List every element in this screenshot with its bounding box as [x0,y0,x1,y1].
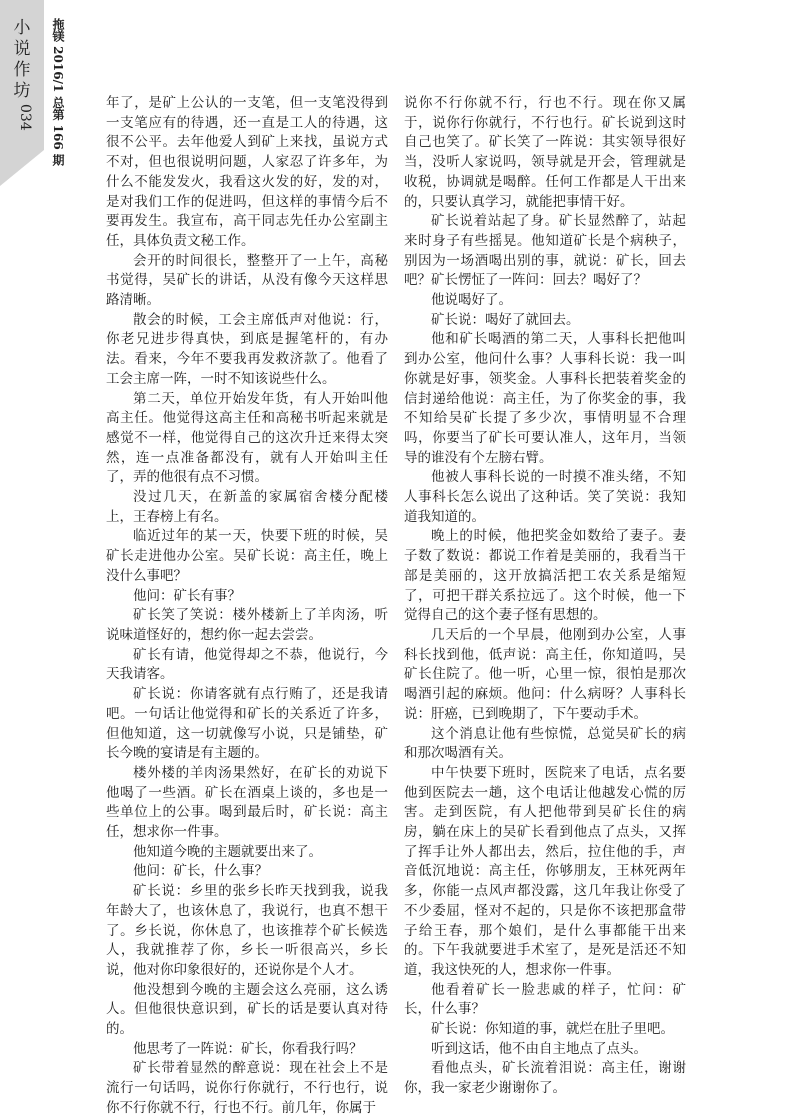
paragraph: 中午快要下班时，医院来了电话，点名要他到医院去一趟，这个电话让他越发心慌的厉害。走到医院，有人把他带到吴矿长住的病房，躺在床上的吴矿长看到他点了点头，又挥了挥手让外人都出去，然后，拉住他的手，声音低沉地说：高主任，你够朋友，王林死两年多，你能一点风声都没露，这几年我让你受了不少委屈，怪对不起的，只是你不该把那盒带子给王春，那个娘们，是什么事都能干出来的。下午我就要进手术室了，是死是活还不知道，我这快死的人，想求你一件事。 [404,764,686,978]
text-column-right [404,94,686,1099]
paragraph: 矿长带着显然的醉意说：现在社会上不是流行一句话吗，说你行你就行，不行也行，说你不行你就不行，行也不行。前几年，你属于 [106,1060,388,1116]
paragraph: 矿长说：你请客就有点行贿了，还是我请吧。一句话让他觉得和矿长的关系近了许多，但他知道，这一切就像写小说，只是铺垫，矿长今晚的宴请是有主题的。 [106,686,388,762]
column-label-char: 作 [13,60,31,80]
paragraph: 年了，是矿上公认的一支笔，但一支笔没得到一支笔应有的待遇，还一直是工人的待遇，这很不公平。去年他爱人到矿上来找，虽说方式不对，但也很说明问题，人家忍了许多年，为什么不能发发火，我看这火发的好，发的对，是对我们工作的促进吗，但这样的事情今后不要再发生。我宣布，高干同志先任办公室副主任，具体负责文秘工作。 [106,95,388,249]
issue-masthead: 拖镁 2016/1 总第 166 期 [51,18,65,166]
paragraph: 矿长说：乡里的张乡长昨天找到我，说我年龄大了，也该休息了，我说行，也真不想干了。乡长说，你休息了，也该推荐个矿长候选人，我就推荐了你，乡长一听很高兴，乡长说，他对你印象很好的，还说你是个人才。 [106,883,388,978]
paragraph: 矿长笑了笑说：楼外楼新上了羊肉汤，听说味道怪好的，想约你一起去尝尝。 [106,607,388,643]
paragraph: 矿长有请，他觉得却之不恭，他说行，今天我请客。 [106,646,388,683]
paragraph: 他知道今晚的主题就要出来了。 [133,843,322,860]
paragraph: 听到这话，他不由自主地点了点头。 [431,1040,647,1057]
page-number: 034 [17,104,33,131]
paragraph: 矿长说：你知道的事，就烂在肚子里吧。 [431,1021,674,1038]
paragraph: 他被人事科长说的一时摸不准头绪，不知人事科长怎么说出了这种话。笑了笑说：我知道我知道的。 [404,469,686,525]
paragraph: 说你不行你就不行，行也不行。现在你又属于，说你行你就行，不行也行。矿长说到这时自己也笑了。矿长笑了一阵说：其实领导很好当，没听人家说吗，领导就是开会，管理就是收税，协调就是喝醉。任何工作都是人干出来的，只要认真学习，就能把事情干好。 [404,95,686,210]
column-label-char: 坊 [13,81,31,101]
paragraph: 他说喝好了。 [431,292,512,309]
column-label-char: 说 [13,39,31,59]
paragraph: 他看着矿长一脸悲戚的样子，忙问：矿长，什么事？ [404,981,686,1018]
paragraph: 矿长说：喝好了就回去。 [431,311,580,328]
paragraph: 几天后的一个早晨，他刚到办公室，人事科长找到他，低声说：高主任，你知道吗，吴矿长住院了。他一听，心里一惊，很怕是那次喝酒引起的麻烦。他问：什么病呀？人事科长说：肝癌，已到晚期了，下午要动手术。 [404,626,686,722]
paragraph: 晚上的时候，他把奖金如数给了妻子。妻子数了数说：都说工作着是美丽的，我看当干部是美丽的，这开放搞活把工农关系是缩短了，可把干群关系拉远了。这个时候，他一下觉得自己的这个妻子怪有思想的。 [404,528,686,624]
paragraph: 这个消息让他有些惊慌，总觉吴矿长的病和那次喝酒有关。 [404,725,686,762]
paragraph: 看他点头，矿长流着泪说：高主任，谢谢你，我一家老少谢谢你了。 [404,1060,686,1097]
column-label [9,18,35,102]
paragraph: 他思考了一阵说：矿长，你看我行吗？ [133,1040,363,1057]
paragraph: 散会的时候，工会主席低声对他说：行，你老兄进步得真快，到底是握笔杆的，有办法。看来，今年不要我再发救济款了。他看了工会主席一阵，一时不知该说些什么。 [106,311,388,387]
paragraph: 会开的时间很长，整整开了一上午，高秘书觉得，吴矿长的讲话，从没有像今天这样思路清晰。 [106,252,388,309]
paragraph: 矿长说着站起了身。矿长显然醉了，站起来时身子有些摇晃。他知道矿长是个病秧子，别因为一场酒喝出别的事，就说：矿长，回去吧？矿长愣怔了一阵问：回去？喝好了？ [404,213,686,289]
paragraph: 他问：矿长有事？ [133,587,241,604]
section-tab-corner [0,150,44,186]
paragraph: 他和矿长喝酒的第二天，人事科长把他叫到办公室，他问什么事？人事科长说：我一叫你就是好事，领奖金。人事科长把装着奖金的信封递给他说：高主任，为了你奖金的事，我不知给吴矿长提了多少次，事情明显不合理吗，你要当了矿长可要认准人，这年月，当领导的谁没有个左膀右臂。 [404,331,686,466]
paragraph: 他问：矿长，什么事？ [133,863,268,880]
text-column-left [106,94,388,1119]
paragraph: 临近过年的某一天，快要下班的时候，吴矿长走进他办公室。吴矿长说：高主任，晚上没什么事吧？ [106,528,388,584]
paragraph: 第二天，单位开始发年货，有人开始叫他高主任。他觉得这高主任和高秘书听起来就是感觉不一样，他觉得自己的这次升迁来得太突然，连一点准备都没有，就有人开始叫主任了，弄的他很有点不习惯。 [106,390,388,486]
paragraph: 楼外楼的羊肉汤果然好，在矿长的劝说下他喝了一些酒。矿长在酒桌上谈的，多也是一些单位上的公事。喝到最后时，矿长说：高主任，想求你一件事。 [106,764,388,841]
paragraph: 他没想到今晚的主题会这么亮丽，这么诱人。但他很快意识到，矿长的话是要认真对待的。 [106,981,388,1038]
paragraph: 没过几天，在新盖的家属宿舍楼分配楼上，王春榜上有名。 [106,489,388,525]
column-label-char: 小 [13,18,31,38]
